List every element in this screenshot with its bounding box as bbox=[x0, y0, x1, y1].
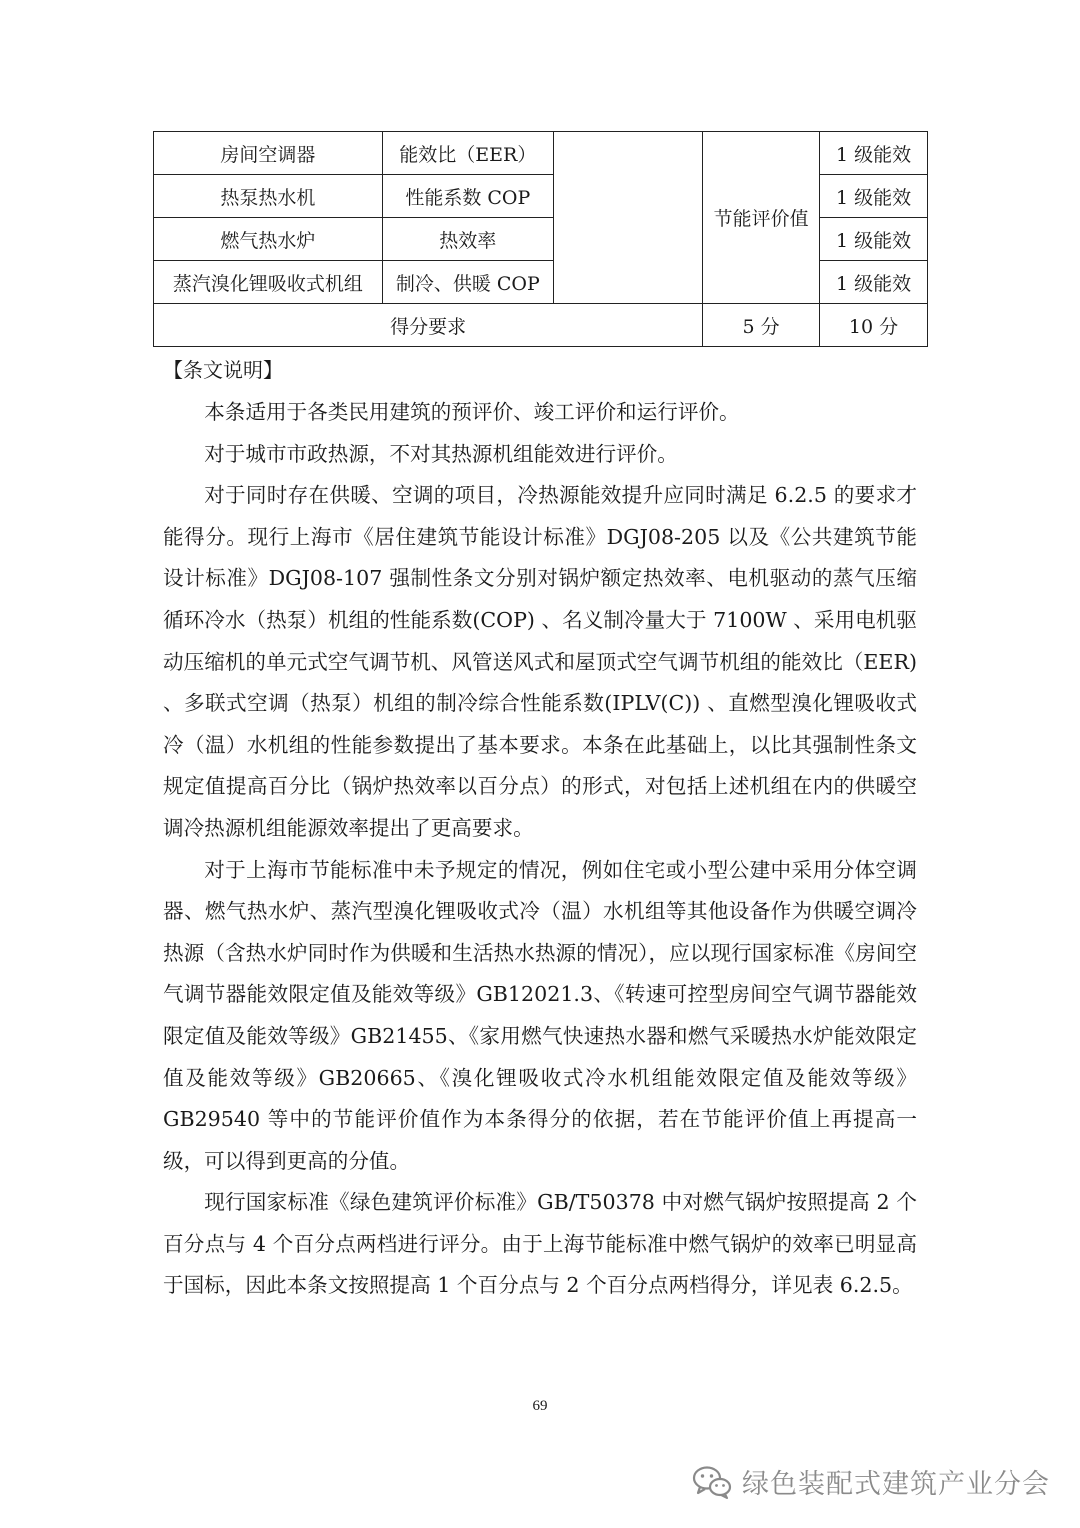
watermark bbox=[692, 1462, 1050, 1501]
table-row bbox=[154, 132, 928, 175]
paragraph: 现行国家标准《绿色建筑评价标准》GB/T50378 中对燃气锅炉按照提高 2 个百分点与 4 个百分点两档进行评分。由于上海节能标准中燃气锅炉的效率已明显高于国标，因此本条文按照提高 1 个百分点与 2 个百分点两档得分，详见表 6.2.5。 bbox=[163, 1190, 917, 1298]
score-row bbox=[154, 304, 928, 347]
paragraph: 对于上海市节能标准中未予规定的情况，例如住宅或小型公建中采用分体空调器、燃气热水炉、蒸汽型溴化锂吸收式冷（温）水机组等其他设备作为供暖空调冷热源（含热水炉同时作为供暖和生活热水热源的情况），应以现行国家标准《房间空气调节器能效限定值及能效等级》GB12021.3、《转速可控型房间空气调节器能效限定值及能效等级》GB21455、《家用燃气快速热水器和燃气采暖热水炉能效限定值及能效等级》GB20665、《溴化锂吸收式冷水机组能效限定值及能效等级》GB29540 等中的节能评价值作为本条得分的依据，若在节能评价值上再提高一级，可以得到更高的分值。 bbox=[163, 857, 917, 1173]
metric-cell: 热效率 bbox=[382, 218, 553, 261]
score-a-cell: 5 分 bbox=[703, 304, 820, 347]
blank-merged-cell bbox=[553, 132, 702, 304]
merged-label-cell: 节能评价值 bbox=[703, 132, 820, 304]
page-number: 69 bbox=[532, 1398, 548, 1414]
body-text bbox=[163, 392, 917, 1307]
watermark-text: 绿色装配式建筑产业分会 bbox=[742, 1469, 1050, 1500]
grade-cell: 1 级能效 bbox=[820, 132, 928, 175]
grade-cell: 1 级能效 bbox=[820, 261, 928, 304]
score-b-cell: 10 分 bbox=[820, 304, 928, 347]
metric-cell: 能效比（EER） bbox=[382, 132, 553, 175]
wechat-icon bbox=[692, 1465, 732, 1499]
grade-cell: 1 级能效 bbox=[820, 175, 928, 218]
section-title: 【条文说明】 bbox=[163, 358, 283, 382]
paragraph: 对于城市市政热源，不对其热源机组能效进行评价。 bbox=[204, 441, 678, 466]
grade-cell: 1 级能效 bbox=[820, 218, 928, 261]
metric-cell: 性能系数 COP bbox=[382, 175, 553, 218]
device-cell: 燃气热水炉 bbox=[154, 218, 383, 261]
efficiency-table bbox=[153, 131, 928, 347]
metric-cell: 制冷、供暖 COP bbox=[382, 261, 553, 304]
score-label-cell: 得分要求 bbox=[154, 304, 703, 347]
device-cell: 房间空调器 bbox=[154, 132, 383, 175]
device-cell: 热泵热水机 bbox=[154, 175, 383, 218]
paragraph: 本条适用于各类民用建筑的预评价、竣工评价和运行评价。 bbox=[204, 400, 740, 424]
paragraph: 对于同时存在供暖、空调的项目，冷热源能效提升应同时满足 6.2.5 的要求才能得分。现行上海市《居住建筑节能设计标准》DGJ08-205 以及《公共建筑节能设计标准》DGJ08-107 强制性条文分别对锅炉额定热效率、电机驱动的蒸气压缩循环冷水（热泵）机组的性能系数(COP) 、名义制冷量大于 7100W 、采用电机驱动压缩机的单元式空气调节机、风管送风式和屋顶式空气调节机组的能效比（EER) 、多联式空调（热泵）机组的制冷综合性能系数(IPLV(C)) 、直燃型溴化锂吸收式冷（温）水机组的性能参数提出了基本要求。本条在此基础上，以比其强制性条文规定值提高百分比（锅炉热效率以百分点）的形式，对包括上述机组在内的供暖空调冷热源机组能源效率提出了更高要求。 bbox=[163, 483, 917, 840]
device-cell: 蒸汽溴化锂吸收式机组 bbox=[154, 261, 383, 304]
